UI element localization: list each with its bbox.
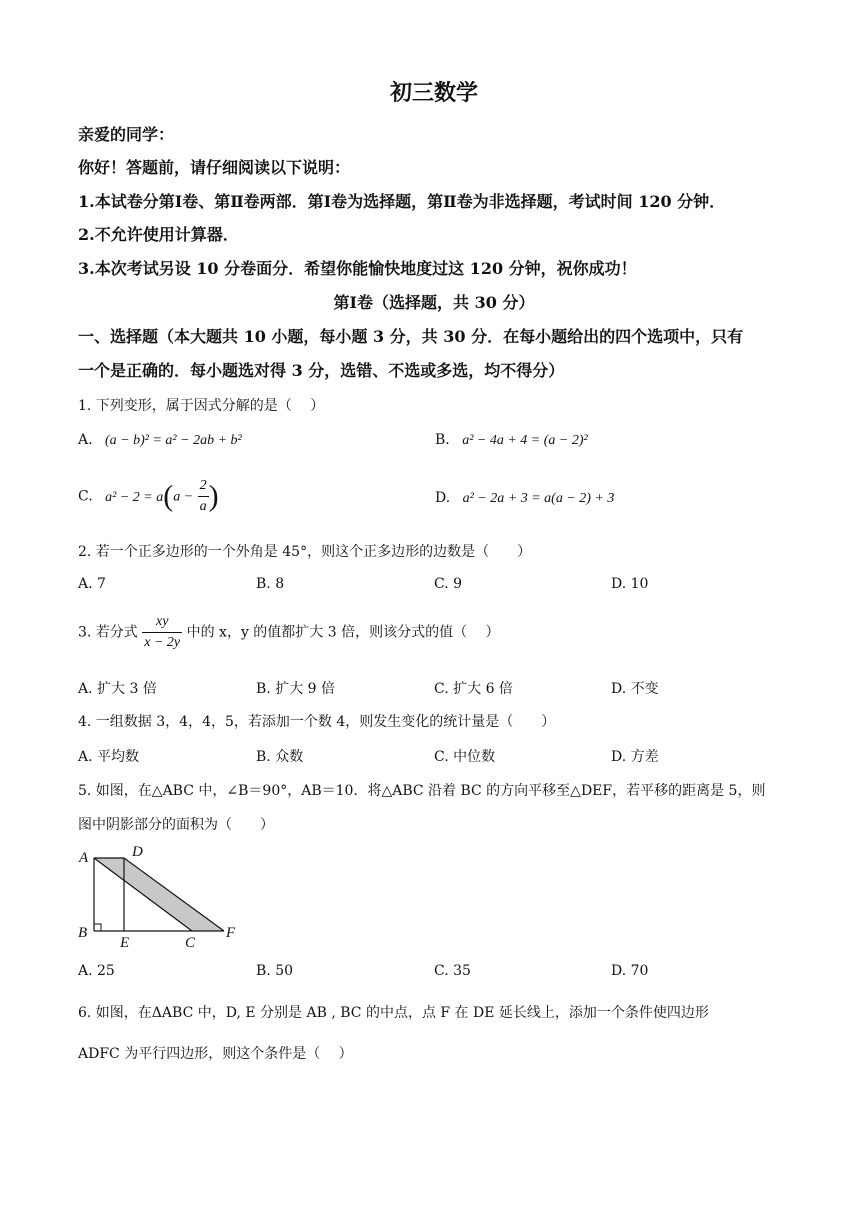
q5-option-a: A. 25 — [78, 963, 115, 979]
q3-fraction — [142, 612, 182, 653]
question-2-stem: 2. 若一个正多边形的一个外角是 45°，则这个正多边形的边数是（ ） — [78, 544, 532, 560]
q1-option-c: C. a² − 2 = a(a − $\frac{2}{a}$ ) — [78, 476, 219, 517]
section-title: 第Ⅰ卷（选择题，共 30 分） — [333, 293, 535, 312]
q1-option-b-label: B. — [435, 432, 450, 448]
shaded-region — [94, 858, 224, 931]
question-1-stem: 1. 下列变形，属于因式分解的是（ ） — [78, 398, 325, 414]
part-heading-line-2: 一个是正确的．每小题选对得 3 分，选错、不选或多选，均不得分） — [78, 361, 565, 380]
q1-option-a-expr: (a − b)² = a² − 2ab + b² — [105, 433, 242, 448]
q1-option-c-numerator: 2 — [198, 476, 209, 497]
q3-option-c: C. 扩大 6 倍 — [434, 681, 513, 697]
q3-denominator: x − 2y — [144, 635, 181, 650]
q1-option-a-label: A. — [78, 432, 93, 448]
q1-option-c-fraction — [198, 476, 209, 517]
q4-option-a: A. 平均数 — [78, 749, 140, 765]
q1-option-d-label: D. — [435, 490, 451, 506]
q1-option-c-left: a² − 2 = a — [105, 489, 164, 505]
q1-option-d — [435, 490, 614, 507]
q5-option-d: D. 70 — [611, 963, 649, 979]
q5-option-b: B. 50 — [256, 963, 294, 979]
question-5-stem-line-2: 图中阴影部分的面积为（ ） — [78, 817, 274, 833]
rule-1: 1.本试卷分第Ⅰ卷、第Ⅱ卷两部．第Ⅰ卷为选择题，第Ⅱ卷为非选择题，考试时间 120 分钟． — [78, 192, 726, 211]
rule-3: 3.本次考试另设 10 分卷面分．希望你能愉快地度过这 120 分钟，祝你成功！ — [78, 259, 637, 278]
part-heading-line-1: 一、选择题（本大题共 10 小题，每小题 3 分，共 30 分．在每小题给出的四个选项中，只有 — [78, 327, 744, 346]
q1-option-c-label: C. — [78, 488, 93, 505]
q1-option-b — [435, 432, 588, 449]
q2-option-a: A. 7 — [78, 576, 106, 592]
intro-hello: 你好！答题前，请仔细阅读以下说明： — [78, 158, 351, 177]
q2-option-d: D. 10 — [611, 576, 649, 592]
q1-option-b-expr: a² − 4a + 4 = (a − 2)² — [462, 433, 588, 448]
q3-option-b: B. 扩大 9 倍 — [256, 681, 335, 697]
label-e: E — [120, 935, 130, 951]
page-title: 初三数学 — [389, 80, 478, 106]
question-3-stem — [78, 612, 500, 653]
question-6-stem-line-2: ADFC 为平行四边形，则这个条件是（ ） — [78, 1046, 353, 1062]
q2-option-c: C. 9 — [434, 576, 463, 592]
q3-option-d: D. 不变 — [611, 681, 659, 697]
right-angle-mark — [94, 924, 101, 931]
label-c: C — [185, 935, 196, 951]
q3-stem-post: 中的 x，y 的值都扩大 3 倍，则该分式的值（ ） — [186, 624, 500, 641]
q1-option-d-expr: a² − 2a + 3 = a(a − 2) + 3 — [462, 491, 615, 506]
question-4-stem: 4. 一组数据 3，4，4，5，若添加一个数 4，则发生变化的统计量是（ ） — [78, 714, 556, 730]
q1-option-c-denominator: a — [199, 499, 207, 514]
q3-option-a: A. 扩大 3 倍 — [78, 681, 157, 697]
rule-2: 2.不允许使用计算器． — [78, 225, 239, 244]
label-d: D — [132, 844, 143, 860]
q1-option-c-mid: a − — [173, 489, 194, 505]
greeting: 亲爱的同学： — [78, 125, 175, 144]
q3-numerator: xy — [142, 612, 182, 633]
q4-option-b: B. 众数 — [256, 749, 304, 765]
q5-figure — [74, 840, 244, 952]
segment-df — [124, 858, 224, 931]
q4-option-c: C. 中位数 — [434, 749, 496, 765]
question-5-stem-line-1: 5. 如图，在△ABC 中，∠B＝90°，AB＝10．将△ABC 沿着 BC 的方向平移至△DEF，若平移的距离是 5，则 — [78, 783, 766, 799]
label-a: A — [79, 850, 89, 866]
label-f: F — [226, 925, 236, 941]
q4-option-d: D. 方差 — [611, 749, 659, 765]
q3-stem-pre: 3. 若分式 — [78, 624, 138, 641]
q5-option-c: C. 35 — [434, 963, 471, 979]
label-b: B — [78, 925, 88, 941]
q1-option-a — [78, 432, 242, 449]
question-6-stem-line-1: 6. 如图，在ΔABC 中，D, E 分别是 AB , BC 的中点，点 F 在 DE 延长线上，添加一个条件使四边形 — [78, 1005, 709, 1021]
segment-ac — [94, 858, 192, 931]
q2-option-b: B. 8 — [256, 576, 285, 592]
